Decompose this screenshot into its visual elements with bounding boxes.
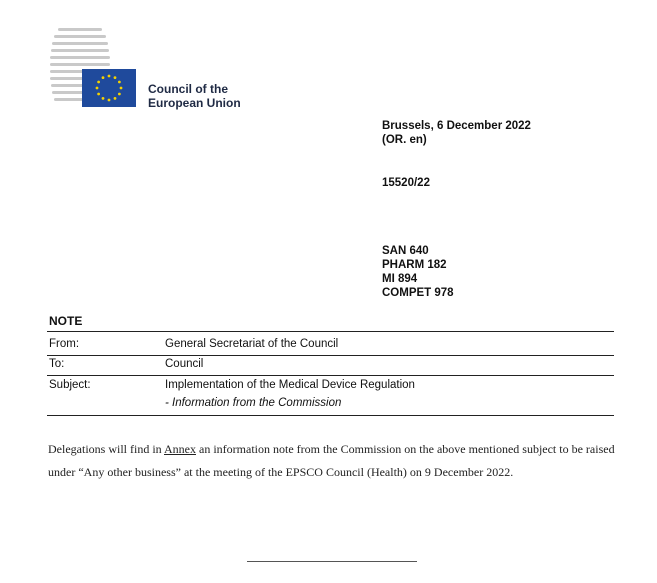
from-label: From: xyxy=(49,338,80,350)
code-item: COMPET 978 xyxy=(382,287,454,299)
note-top-rule xyxy=(47,331,614,332)
document-number: 15520/22 xyxy=(382,177,430,189)
subject-subvalue: - Information from the Commission xyxy=(165,397,342,409)
eu-star-icon xyxy=(120,87,123,90)
body-text-after: an information note from the Commission on the above mentioned subject to be raised under “Any other business” at the meeting of the EPSCO Council (Health) on 9 December 2022. xyxy=(48,442,615,479)
code-item: PHARM 182 xyxy=(382,259,447,271)
end-rule xyxy=(247,561,417,562)
row-divider xyxy=(47,375,614,376)
eu-star-icon xyxy=(108,75,111,78)
eu-star-icon xyxy=(102,97,105,100)
note-title: NOTE xyxy=(49,314,83,328)
body-paragraph xyxy=(48,438,618,484)
eu-star-icon xyxy=(96,87,99,90)
from-value: General Secretariat of the Council xyxy=(165,338,339,350)
subject-value: Implementation of the Medical Device Regulation xyxy=(165,379,415,391)
classification-codes xyxy=(382,244,454,300)
eu-star-icon xyxy=(118,81,121,84)
eu-star-icon xyxy=(102,76,105,79)
eu-star-icon xyxy=(108,99,111,102)
eu-star-icon xyxy=(114,97,117,100)
eu-star-icon xyxy=(114,76,117,79)
note-bottom-rule xyxy=(47,415,614,416)
to-value: Council xyxy=(165,358,204,370)
org-name-line1: Council of the xyxy=(148,82,228,96)
eu-star-icon xyxy=(97,93,100,96)
annex-link[interactable]: Annex xyxy=(164,442,196,456)
original-language: (OR. en) xyxy=(382,134,427,146)
organization-name xyxy=(148,82,241,110)
eu-star-icon xyxy=(97,81,100,84)
code-item: SAN 640 xyxy=(382,245,429,257)
document-date-block xyxy=(382,119,531,147)
org-name-line2: European Union xyxy=(148,96,241,110)
row-divider xyxy=(47,355,614,356)
body-text-before: Delegations will find in xyxy=(48,442,164,456)
subject-label: Subject: xyxy=(49,379,91,391)
place-date: Brussels, 6 December 2022 xyxy=(382,120,531,132)
eu-flag-icon xyxy=(82,69,136,107)
eu-star-icon xyxy=(118,93,121,96)
to-label: To: xyxy=(49,358,65,370)
code-item: MI 894 xyxy=(382,273,418,285)
